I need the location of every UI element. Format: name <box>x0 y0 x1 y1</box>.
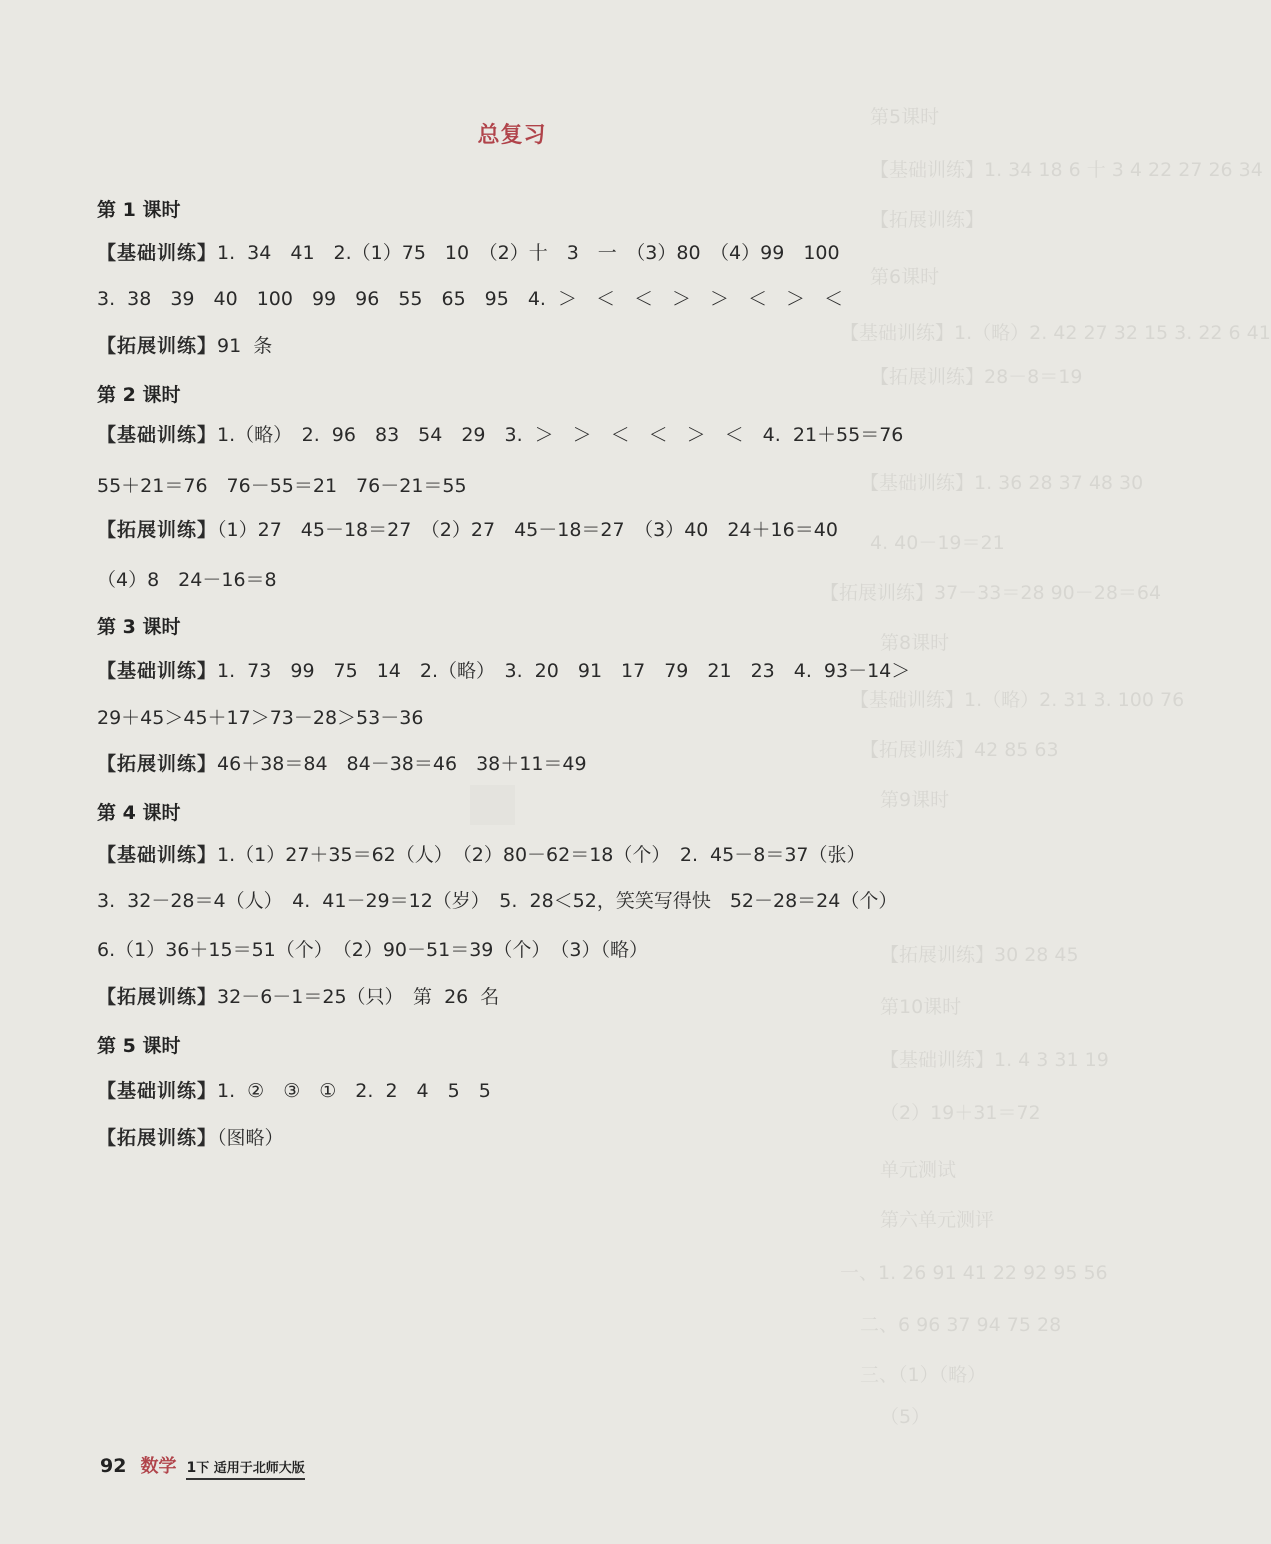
answer-text: 1.（1）27＋35＝62（人） （2）80－62＝18（个） 2. 45－8＝37（张） <box>217 844 866 866</box>
answer-tag: 【拓展训练】 <box>97 519 218 541</box>
answer-line <box>97 935 648 962</box>
answer-line <box>97 749 587 776</box>
answer-text: 3. 32－28＝4（人） 4. 41－29＝12（岁） 5. 28＜52，笑笑写得快 52－28＝24（个） <box>97 890 898 912</box>
grade-label <box>186 1461 304 1480</box>
answer-line <box>97 238 840 265</box>
answer-line <box>97 982 499 1009</box>
answer-line <box>97 515 838 542</box>
answer-text: 1. 73 99 75 14 2.（略） 3. 20 91 17 79 21 23 4. 93－14＞ <box>217 660 911 682</box>
answer-text: 32－6－1＝25（只） 第 26 名 <box>217 986 500 1008</box>
lesson-heading-2: 第 2 课时 <box>97 384 181 406</box>
page-number: 92 <box>100 1455 127 1477</box>
answer-tag: 【拓展训练】 <box>97 1127 218 1149</box>
answer-text: （1）27 45－18＝27 （2）27 45－18＝27 （3）40 24＋16＝40 <box>217 519 838 541</box>
answer-text: 1.（略） 2. 96 83 54 29 3. ＞ ＞ ＜ ＜ ＞ ＜ 4. 21＋55＝76 <box>217 424 904 446</box>
lesson-heading-4: 第 4 课时 <box>97 802 181 824</box>
lesson-heading-3: 第 3 课时 <box>97 616 181 638</box>
answer-tag: 【基础训练】 <box>97 242 218 264</box>
answer-text: 46＋38＝84 84－38＝46 38＋11＝49 <box>217 753 587 775</box>
answer-tag: 【拓展训练】 <box>97 753 218 775</box>
answer-line <box>97 331 272 358</box>
answer-line <box>97 1076 491 1103</box>
answer-text: 3. 38 39 40 100 99 96 55 65 95 4. ＞ ＜ ＜ ＞ ＞ ＜ ＞ ＜ <box>97 288 844 310</box>
paper-smudge <box>470 785 515 825</box>
answer-line <box>97 886 897 913</box>
answer-tag: 【拓展训练】 <box>97 335 218 357</box>
answer-line <box>97 471 467 498</box>
answer-text: 29＋45＞45＋17＞73－28＞53－36 <box>97 707 424 729</box>
lesson-heading-1: 第 1 课时 <box>97 199 181 221</box>
answer-line <box>97 1123 284 1150</box>
grade-suffix: 下 <box>196 1461 210 1476</box>
answer-line <box>97 840 866 867</box>
answer-text: 6.（1）36＋15＝51（个） （2）90－51＝39（个） （3）（略） <box>97 939 648 961</box>
lesson-heading-5: 第 5 课时 <box>97 1035 181 1057</box>
bleed-through-text: 第5课时 【基础训练】1. 34 18 6 十 3 4 22 27 26 34 【拓展训练】 第6课时 【基础训练】1.（略）2. 42 27 32 15 3. 22 6 41 【拓展训练】28－8＝19 【基础训练】1. 36 28 37 48 30 4. 40－19＝21 【拓展训练】37－33＝28 90－28＝64 第8课时 【基础训练】1.（略）2. 31 3. 100 76 【拓展训练】42 85 63 第9课时 【拓展训练】30 28 45 第10课时 【基础训练】1. 4 3 31 19 （2）19＋31＝72 单元测试 第六单元测评 一、1. 26 91 41 22 92 95 56 二、6 96 37 94 75 28 三、（1）（略） （5） <box>820 106 1271 1428</box>
subject-label: 数学 <box>140 1456 177 1477</box>
grade-number: 1 <box>186 1460 197 1476</box>
answer-line <box>97 420 903 447</box>
answer-text: 1. 34 41 2.（1）75 10 （2）十 3 一 （3）80 （4）99 100 <box>217 242 840 264</box>
answer-line <box>97 656 910 683</box>
answer-line <box>97 565 277 592</box>
answer-text: （4）8 24－16＝8 <box>97 569 277 591</box>
answer-text: 55＋21＝76 76－55＝21 76－21＝55 <box>97 475 467 497</box>
answer-tag: 【基础训练】 <box>97 660 218 682</box>
edition-label: 适用于北师大版 <box>213 1461 305 1476</box>
answer-text: 1. ② ③ ① 2. 2 4 5 5 <box>217 1080 491 1102</box>
answer-tag: 【基础训练】 <box>97 844 218 866</box>
answer-line <box>97 703 423 730</box>
answer-text: （图略） <box>217 1127 284 1149</box>
answer-tag: 【基础训练】 <box>97 1080 218 1102</box>
answer-line <box>97 284 843 311</box>
answer-tag: 【拓展训练】 <box>97 986 218 1008</box>
page-footer <box>100 1452 305 1478</box>
page-title: 总复习 <box>477 123 547 148</box>
answer-text: 91 条 <box>217 335 273 357</box>
answer-tag: 【基础训练】 <box>97 424 218 446</box>
